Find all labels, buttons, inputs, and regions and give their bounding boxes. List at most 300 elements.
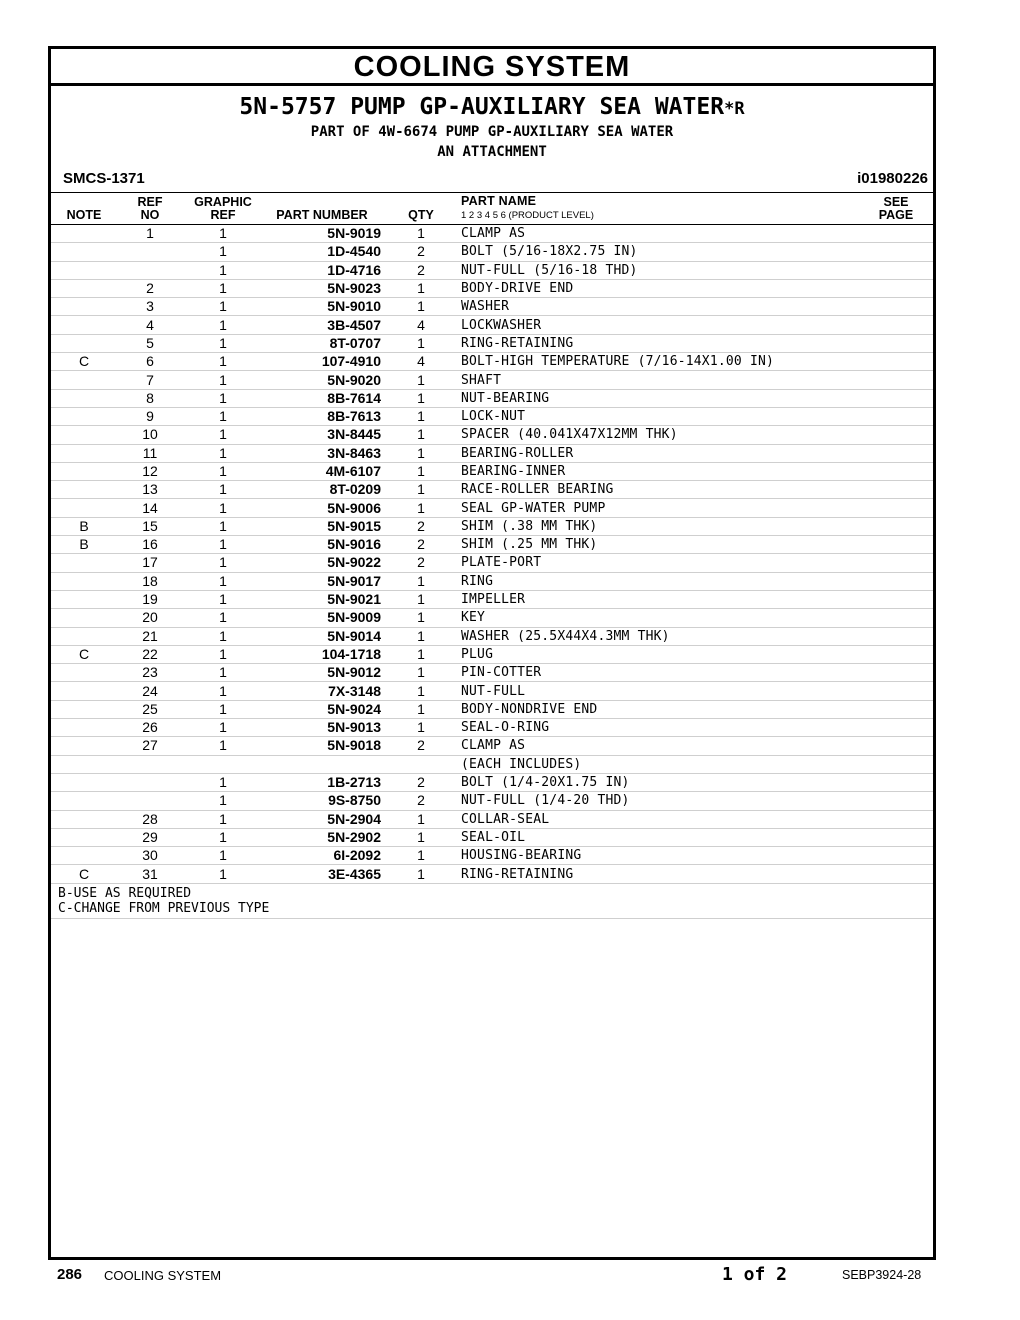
table-row: [51, 536, 933, 554]
footer-section: COOLING SYSTEM: [104, 1268, 222, 1283]
row-qty: 1: [385, 664, 457, 682]
row-see-page: [859, 590, 933, 608]
row-ref-no: 22: [117, 645, 183, 663]
row-part-number: 5N-9015: [263, 517, 385, 535]
smcs-code: SMCS-1371: [63, 170, 145, 187]
row-see-page: [859, 554, 933, 572]
row-part-name: LOCK-NUT: [457, 407, 859, 425]
row-part-number: 5N-9020: [263, 371, 385, 389]
table-row: [51, 353, 933, 371]
row-ref-no: [117, 243, 183, 261]
row-graphic-ref: 1: [183, 517, 263, 535]
row-part-number: 5N-2904: [263, 810, 385, 828]
row-graphic-ref: 1: [183, 590, 263, 608]
row-part-number: 4M-6107: [263, 462, 385, 480]
row-part-number: 6I-2092: [263, 847, 385, 865]
col-ref-no: REF NO: [117, 193, 183, 225]
table-row: [51, 444, 933, 462]
row-qty: 1: [385, 828, 457, 846]
row-note: [51, 572, 117, 590]
row-part-number: 8B-7613: [263, 407, 385, 425]
row-ref-no: 16: [117, 536, 183, 554]
row-ref-no: 7: [117, 371, 183, 389]
row-qty: 1: [385, 609, 457, 627]
row-note: C: [51, 645, 117, 663]
row-see-page: [859, 517, 933, 535]
row-note: [51, 719, 117, 737]
row-note: [51, 664, 117, 682]
row-graphic-ref: 1: [183, 353, 263, 371]
table-row: [51, 554, 933, 572]
row-part-number: 3E-4365: [263, 865, 385, 883]
table-row: [51, 828, 933, 846]
row-note: [51, 682, 117, 700]
row-ref-no: 19: [117, 590, 183, 608]
row-qty: 1: [385, 719, 457, 737]
row-note: [51, 225, 117, 243]
row-ref-no: 5: [117, 334, 183, 352]
row-ref-no: 21: [117, 627, 183, 645]
row-ref-no: 27: [117, 737, 183, 755]
row-qty: 1: [385, 444, 457, 462]
row-ref-no: 25: [117, 700, 183, 718]
subtitle-part-of: PART OF 4W-6674 PUMP GP-AUXILIARY SEA WATER: [310, 124, 674, 140]
product-level-label: 1 2 3 4 5 6 (PRODUCT LEVEL): [461, 210, 594, 221]
table-row: [51, 737, 933, 755]
row-graphic-ref: 1: [183, 389, 263, 407]
row-part-name: CLAMP AS: [457, 225, 859, 243]
row-qty: 1: [385, 572, 457, 590]
row-part-number: 7X-3148: [263, 682, 385, 700]
row-part-name: BOLT (1/4-20X1.75 IN): [457, 773, 859, 791]
document-id: SEBP3924-28: [842, 1268, 922, 1282]
row-see-page: [859, 645, 933, 663]
row-qty: 2: [385, 243, 457, 261]
row-part-number: 8T-0209: [263, 481, 385, 499]
row-part-number: 5N-9018: [263, 737, 385, 755]
row-graphic-ref: 1: [183, 243, 263, 261]
row-part-number: [263, 755, 385, 773]
row-qty: 2: [385, 737, 457, 755]
notes-section: [51, 884, 933, 919]
row-part-number: 104-1718: [263, 645, 385, 663]
row-see-page: [859, 407, 933, 425]
col-part-name: PART NAME 1 2 3 4 5 6 (PRODUCT LEVEL): [457, 193, 859, 225]
section-title: COOLING SYSTEM: [51, 49, 933, 86]
table-row: [51, 792, 933, 810]
row-see-page: [859, 371, 933, 389]
row-part-number: 5N-9016: [263, 536, 385, 554]
row-part-name: WASHER: [457, 298, 859, 316]
row-part-name: IMPELLER: [457, 590, 859, 608]
row-graphic-ref: 1: [183, 499, 263, 517]
row-ref-no: 26: [117, 719, 183, 737]
row-part-name: NUT-FULL: [457, 682, 859, 700]
row-graphic-ref: 1: [183, 407, 263, 425]
table-row: [51, 371, 933, 389]
table-row: [51, 517, 933, 535]
row-part-name: PIN-COTTER: [457, 664, 859, 682]
row-part-number: 5N-2902: [263, 828, 385, 846]
table-row: [51, 773, 933, 791]
row-ref-no: [117, 792, 183, 810]
row-see-page: [859, 865, 933, 883]
row-part-number: 5N-9012: [263, 664, 385, 682]
row-ref-no: [117, 773, 183, 791]
row-qty: 2: [385, 773, 457, 791]
row-graphic-ref: 1: [183, 554, 263, 572]
row-part-name: BOLT (5/16-18X2.75 IN): [457, 243, 859, 261]
row-part-number: 5N-9017: [263, 572, 385, 590]
row-part-name: RING-RETAINING: [457, 865, 859, 883]
row-note: [51, 298, 117, 316]
row-see-page: [859, 773, 933, 791]
row-note: [51, 773, 117, 791]
row-ref-no: 13: [117, 481, 183, 499]
row-note: [51, 426, 117, 444]
row-graphic-ref: 1: [183, 645, 263, 663]
row-note: [51, 462, 117, 480]
row-graphic-ref: 1: [183, 700, 263, 718]
table-row: [51, 847, 933, 865]
row-part-number: 5N-9019: [263, 225, 385, 243]
row-graphic-ref: 1: [183, 261, 263, 279]
row-ref-no: 24: [117, 682, 183, 700]
row-qty: 1: [385, 590, 457, 608]
row-note: [51, 407, 117, 425]
row-graphic-ref: 1: [183, 371, 263, 389]
row-part-number: 5N-9014: [263, 627, 385, 645]
row-qty: 2: [385, 261, 457, 279]
row-note: [51, 828, 117, 846]
parts-table: [51, 192, 933, 884]
row-note: [51, 499, 117, 517]
row-part-name: LOCKWASHER: [457, 316, 859, 334]
row-part-number: 5N-9021: [263, 590, 385, 608]
row-see-page: [859, 353, 933, 371]
col-see-page: SEE PAGE: [859, 193, 933, 225]
row-part-number: 3N-8445: [263, 426, 385, 444]
row-part-name: PLATE-PORT: [457, 554, 859, 572]
row-part-name: BODY-DRIVE END: [457, 279, 859, 297]
row-part-name: SHIM (.25 MM THK): [457, 536, 859, 554]
row-see-page: [859, 682, 933, 700]
row-graphic-ref: 1: [183, 481, 263, 499]
row-graphic-ref: 1: [183, 664, 263, 682]
row-graphic-ref: 1: [183, 682, 263, 700]
row-note: [51, 316, 117, 334]
row-part-number: 3B-4507: [263, 316, 385, 334]
row-ref-no: 20: [117, 609, 183, 627]
row-qty: 1: [385, 462, 457, 480]
row-see-page: [859, 810, 933, 828]
row-qty: 1: [385, 810, 457, 828]
row-see-page: [859, 755, 933, 773]
table-row: [51, 243, 933, 261]
row-qty: 4: [385, 316, 457, 334]
row-graphic-ref: 1: [183, 444, 263, 462]
row-note: [51, 261, 117, 279]
row-part-number: 5N-9006: [263, 499, 385, 517]
row-qty: 1: [385, 334, 457, 352]
row-part-name: NUT-BEARING: [457, 389, 859, 407]
page-number: 286: [57, 1266, 83, 1283]
table-row: [51, 426, 933, 444]
row-part-number: 9S-8750: [263, 792, 385, 810]
table-row: [51, 609, 933, 627]
row-see-page: [859, 261, 933, 279]
row-part-name: COLLAR-SEAL: [457, 810, 859, 828]
row-part-number: 8B-7614: [263, 389, 385, 407]
table-row: [51, 407, 933, 425]
row-see-page: [859, 426, 933, 444]
col-note: NOTE: [51, 193, 117, 225]
row-note: [51, 334, 117, 352]
row-part-number: 107-4910: [263, 353, 385, 371]
row-ref-no: [117, 261, 183, 279]
row-see-page: [859, 828, 933, 846]
row-note: [51, 481, 117, 499]
row-graphic-ref: 1: [183, 810, 263, 828]
row-part-number: 8T-0707: [263, 334, 385, 352]
row-note: B: [51, 517, 117, 535]
row-qty: 2: [385, 517, 457, 535]
row-part-name: SEAL-O-RING: [457, 719, 859, 737]
row-part-name: RING-RETAINING: [457, 334, 859, 352]
row-ref-no: 2: [117, 279, 183, 297]
row-see-page: [859, 462, 933, 480]
row-qty: [385, 755, 457, 773]
row-qty: 1: [385, 847, 457, 865]
smcs-row: [51, 168, 933, 190]
row-see-page: [859, 536, 933, 554]
row-part-name: (EACH INCLUDES): [457, 755, 859, 773]
table-row: [51, 755, 933, 773]
row-part-number: 1D-4540: [263, 243, 385, 261]
row-part-name: KEY: [457, 609, 859, 627]
row-graphic-ref: 1: [183, 536, 263, 554]
row-part-name: SPACER (40.041X47X12MM THK): [457, 426, 859, 444]
row-ref-no: 23: [117, 664, 183, 682]
row-see-page: [859, 444, 933, 462]
row-qty: 2: [385, 792, 457, 810]
row-see-page: [859, 664, 933, 682]
row-note: C: [51, 865, 117, 883]
row-part-name: SEAL GP-WATER PUMP: [457, 499, 859, 517]
row-note: [51, 371, 117, 389]
table-row: [51, 481, 933, 499]
row-see-page: [859, 334, 933, 352]
row-qty: 1: [385, 389, 457, 407]
row-qty: 2: [385, 554, 457, 572]
row-graphic-ref: 1: [183, 627, 263, 645]
row-see-page: [859, 572, 933, 590]
row-part-number: 5N-9022: [263, 554, 385, 572]
row-part-name: SEAL-OIL: [457, 828, 859, 846]
subtitle-attachment: AN ATTACHMENT: [437, 144, 547, 160]
row-qty: 4: [385, 353, 457, 371]
illustration-id: i01980226: [857, 170, 928, 187]
row-part-name: PLUG: [457, 645, 859, 663]
row-part-name: BEARING-ROLLER: [457, 444, 859, 462]
row-note: [51, 755, 117, 773]
row-part-name: BOLT-HIGH TEMPERATURE (7/16-14X1.00 IN): [457, 353, 859, 371]
row-note: [51, 847, 117, 865]
row-see-page: [859, 609, 933, 627]
page-footer: [0, 1262, 1020, 1292]
row-note: [51, 279, 117, 297]
table-row: [51, 225, 933, 243]
row-see-page: [859, 225, 933, 243]
row-see-page: [859, 627, 933, 645]
table-row: [51, 572, 933, 590]
row-note: [51, 810, 117, 828]
row-see-page: [859, 737, 933, 755]
row-ref-no: 11: [117, 444, 183, 462]
main-title-text: 5N-5757 PUMP GP-AUXILIARY SEA WATER: [239, 94, 725, 120]
table-row: [51, 645, 933, 663]
row-ref-no: 3: [117, 298, 183, 316]
row-ref-no: 30: [117, 847, 183, 865]
row-graphic-ref: 1: [183, 773, 263, 791]
row-ref-no: 6: [117, 353, 183, 371]
row-see-page: [859, 847, 933, 865]
row-graphic-ref: 1: [183, 279, 263, 297]
row-note: [51, 389, 117, 407]
row-part-number: 5N-9024: [263, 700, 385, 718]
row-part-number: 5N-9013: [263, 719, 385, 737]
row-ref-no: 14: [117, 499, 183, 517]
row-note: C: [51, 353, 117, 371]
row-note: [51, 792, 117, 810]
row-qty: 1: [385, 298, 457, 316]
row-qty: 1: [385, 499, 457, 517]
row-graphic-ref: 1: [183, 609, 263, 627]
row-part-name: RING: [457, 572, 859, 590]
table-row: [51, 499, 933, 517]
row-part-number: 5N-9009: [263, 609, 385, 627]
row-qty: 1: [385, 225, 457, 243]
page-of: 1 of 2: [722, 1264, 788, 1285]
row-see-page: [859, 481, 933, 499]
row-ref-no: 1: [117, 225, 183, 243]
table-row: [51, 719, 933, 737]
row-see-page: [859, 316, 933, 334]
table-row: [51, 316, 933, 334]
row-part-number: 1D-4716: [263, 261, 385, 279]
row-part-name: NUT-FULL (1/4-20 THD): [457, 792, 859, 810]
row-part-name: WASHER (25.5X44X4.3MM THK): [457, 627, 859, 645]
row-graphic-ref: 1: [183, 865, 263, 883]
row-graphic-ref: 1: [183, 298, 263, 316]
row-part-name: RACE-ROLLER BEARING: [457, 481, 859, 499]
table-row: [51, 682, 933, 700]
table-header-row: [51, 193, 933, 225]
row-note: [51, 243, 117, 261]
main-title-suffix: *R: [724, 99, 745, 119]
table-row: [51, 279, 933, 297]
row-graphic-ref: 1: [183, 572, 263, 590]
row-see-page: [859, 499, 933, 517]
row-graphic-ref: 1: [183, 737, 263, 755]
row-part-number: 1B-2713: [263, 773, 385, 791]
row-part-number: 3N-8463: [263, 444, 385, 462]
row-see-page: [859, 279, 933, 297]
row-qty: 1: [385, 627, 457, 645]
row-part-name: BODY-NONDRIVE END: [457, 700, 859, 718]
row-ref-no: 31: [117, 865, 183, 883]
row-part-name: NUT-FULL (5/16-18 THD): [457, 261, 859, 279]
row-qty: 1: [385, 700, 457, 718]
row-qty: 1: [385, 407, 457, 425]
row-note: B: [51, 536, 117, 554]
row-qty: 1: [385, 481, 457, 499]
row-graphic-ref: [183, 755, 263, 773]
row-graphic-ref: 1: [183, 334, 263, 352]
table-row: [51, 334, 933, 352]
row-graphic-ref: 1: [183, 462, 263, 480]
row-part-name: HOUSING-BEARING: [457, 847, 859, 865]
row-part-name: SHIM (.38 MM THK): [457, 517, 859, 535]
row-qty: 2: [385, 536, 457, 554]
row-note: [51, 444, 117, 462]
row-qty: 1: [385, 865, 457, 883]
note-b: B-USE AS REQUIRED: [58, 885, 192, 901]
main-title: [51, 94, 933, 122]
table-row: [51, 462, 933, 480]
row-see-page: [859, 389, 933, 407]
table-row: [51, 865, 933, 883]
row-part-name: CLAMP AS: [457, 737, 859, 755]
row-note: [51, 554, 117, 572]
row-note: [51, 609, 117, 627]
row-part-name: SHAFT: [457, 371, 859, 389]
table-row: [51, 627, 933, 645]
row-ref-no: 29: [117, 828, 183, 846]
table-row: [51, 810, 933, 828]
row-ref-no: 18: [117, 572, 183, 590]
row-graphic-ref: 1: [183, 316, 263, 334]
table-row: [51, 590, 933, 608]
row-ref-no: [117, 755, 183, 773]
row-qty: 1: [385, 279, 457, 297]
row-ref-no: 9: [117, 407, 183, 425]
table-row: [51, 664, 933, 682]
row-ref-no: 17: [117, 554, 183, 572]
note-c: C-CHANGE FROM PREVIOUS TYPE: [58, 900, 270, 916]
row-qty: 1: [385, 645, 457, 663]
row-see-page: [859, 700, 933, 718]
row-see-page: [859, 243, 933, 261]
row-ref-no: 10: [117, 426, 183, 444]
col-qty: QTY: [385, 193, 457, 225]
row-graphic-ref: 1: [183, 847, 263, 865]
row-part-number: 5N-9010: [263, 298, 385, 316]
col-part-number: PART NUMBER: [263, 193, 385, 225]
row-ref-no: 15: [117, 517, 183, 535]
table-row: [51, 261, 933, 279]
row-graphic-ref: 1: [183, 719, 263, 737]
row-graphic-ref: 1: [183, 225, 263, 243]
col-graphic-ref: GRAPHIC REF: [183, 193, 263, 225]
table-row: [51, 389, 933, 407]
row-ref-no: 4: [117, 316, 183, 334]
row-see-page: [859, 792, 933, 810]
row-graphic-ref: 1: [183, 792, 263, 810]
row-qty: 1: [385, 682, 457, 700]
row-qty: 1: [385, 426, 457, 444]
row-note: [51, 737, 117, 755]
